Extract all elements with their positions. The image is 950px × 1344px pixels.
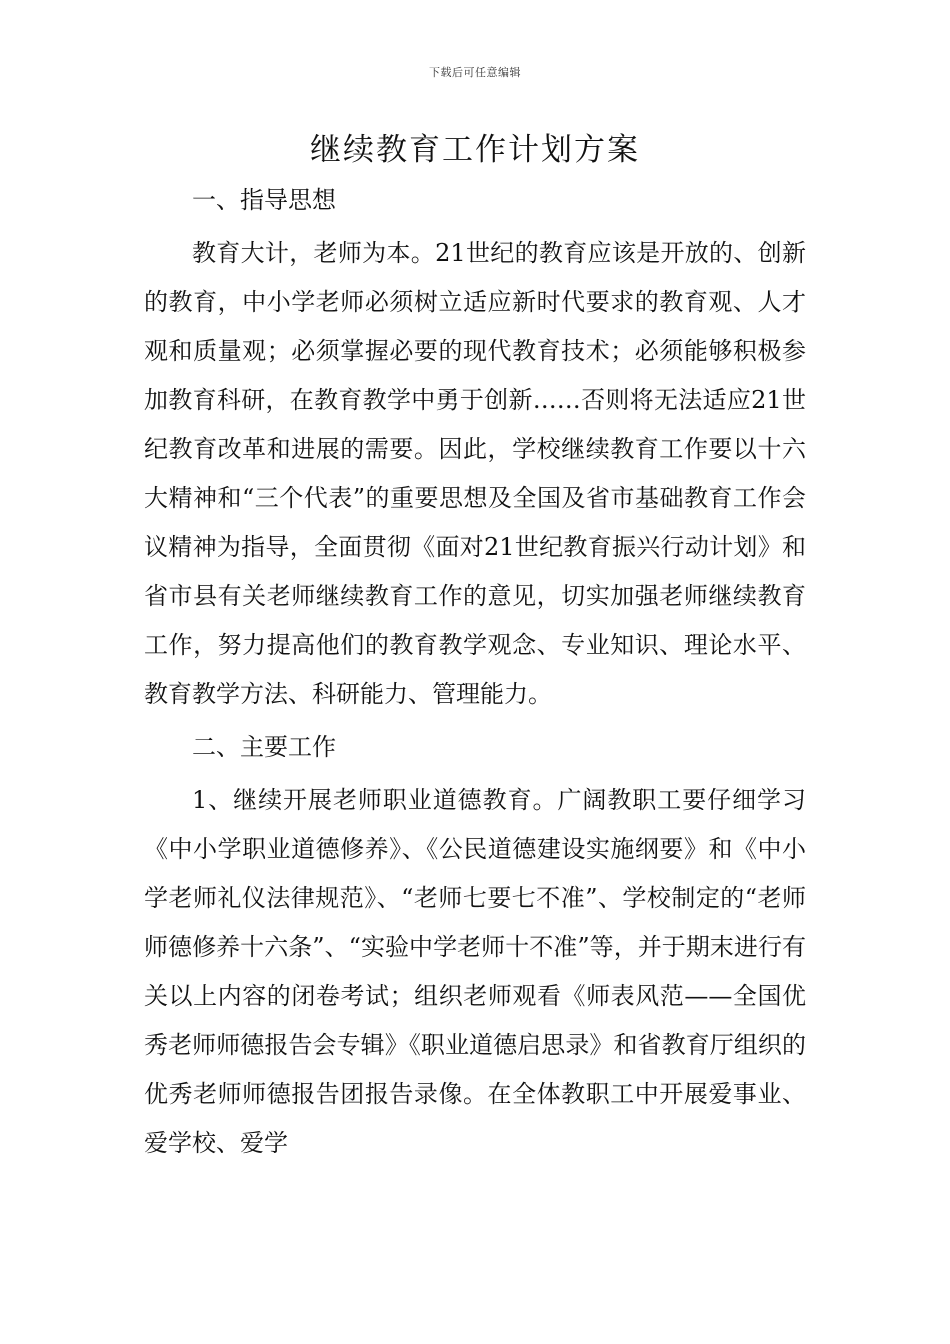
document-title: 继续教育工作计划方案 — [310, 132, 640, 168]
section-heading-main-work: 二、主要工作 — [192, 733, 336, 761]
paragraph-guiding-ideology: 教育大计，老师为本。21世纪的教育应该是开放的、创新的教育，中小学老师必须树立适应新时代要求的教育观、人才观和质量观；必须掌握必要的现代教育技术；必须能够积极参加教育科研，在教育教学中勇于创新……否则将无法适应21世纪教育改革和进展的需要。因此，学校继续教育工作要以十六大精神和“三个代表”的重要思想及全国及省市基础教育工作会议精神为指导，全面贯彻《面对21世纪教育振兴行动计划》和省市县有关老师继续教育工作的意见，切实加强老师继续教育工作，努力提高他们的教育教学观念、专业知识、理论水平、教育教学方法、科研能力、管理能力。 — [144, 239, 806, 708]
paragraph-main-work-1: 1、继续开展老师职业道德教育。广阔教职工要仔细学习《中小学职业道德修养》、《公民道德建设实施纲要》和《中小学老师礼仪法律规范》、“老师七要七不准”、学校制定的“老师师德修养十六条”、“实验中学老师十不准”等，并于期末进行有关以上内容的闭卷考试；组织老师观看《师表风范——全国优秀老师师德报告会专辑》《职业道德启思录》和省教育厅组织的优秀老师师德报告团报告录像。在全体教职工中开展爱事业、爱学校、爱学 — [144, 786, 806, 1157]
section-heading-guiding-ideology: 一、指导思想 — [192, 186, 336, 214]
header-note: 下载后可任意编辑 — [429, 66, 521, 79]
document-body — [144, 176, 806, 1168]
